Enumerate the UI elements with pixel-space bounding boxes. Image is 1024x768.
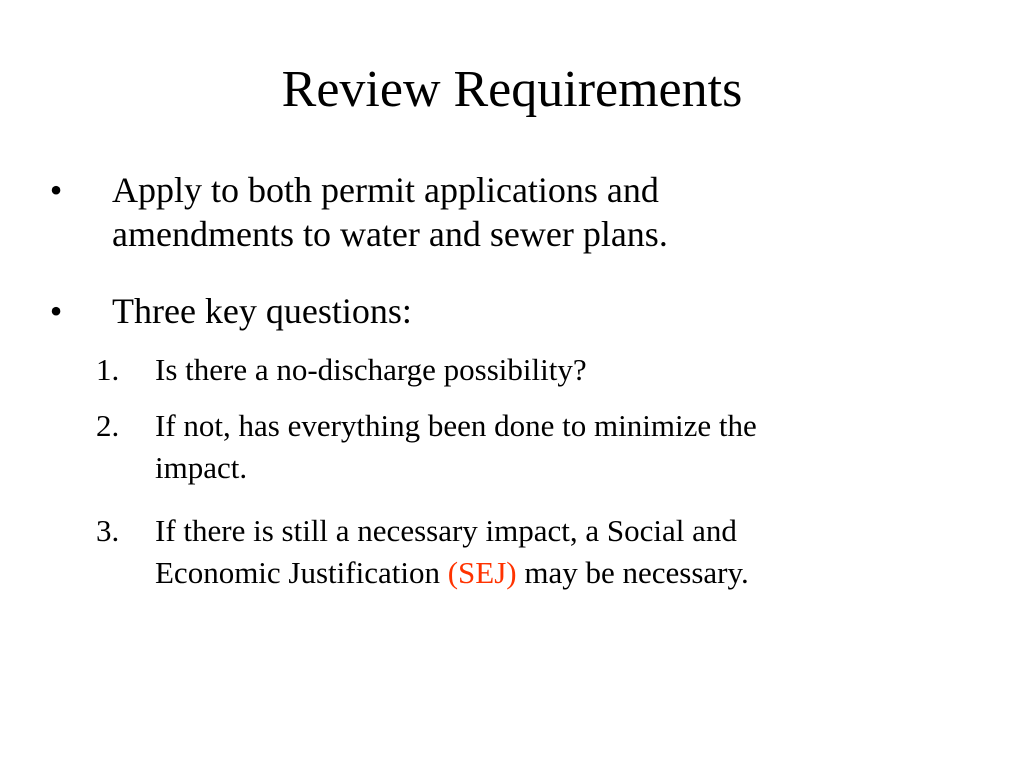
bullet-line: Three key questions:	[112, 291, 412, 331]
number-marker: 1.	[96, 352, 120, 387]
numbered-line: impact.	[155, 450, 248, 485]
numbered-line-text: may be necessary.	[516, 555, 749, 590]
numbered-text	[155, 510, 955, 594]
number-marker: 3.	[96, 513, 120, 548]
bullet-marker: •	[49, 170, 63, 210]
number-marker: 2.	[96, 408, 120, 443]
slide-title: Review Requirements	[281, 61, 743, 118]
bullet-line: amendments to water and sewer plans.	[112, 214, 668, 254]
numbered-line: If there is still a necessary impact, a Social and	[155, 513, 737, 548]
numbered-text	[155, 405, 955, 489]
bullet-marker: •	[49, 291, 63, 331]
numbered-line: If not, has everything been done to minimize the	[155, 408, 757, 443]
numbered-line: Is there a no-discharge possibility?	[155, 352, 587, 387]
numbered-line-text: Economic Justification	[155, 555, 448, 590]
bullet-text	[112, 289, 992, 333]
sej-highlight: (SEJ)	[447, 555, 517, 590]
bullet-line: Apply to both permit applications and	[112, 170, 659, 210]
bullet-text	[112, 168, 992, 256]
numbered-line	[155, 552, 955, 594]
numbered-text	[155, 349, 955, 391]
